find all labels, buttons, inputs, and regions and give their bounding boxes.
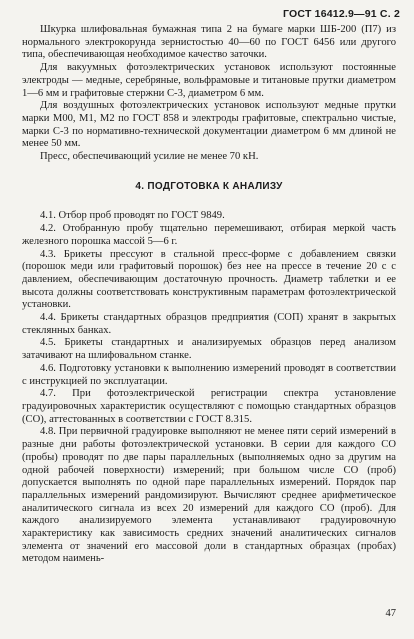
paragraph: Для вакуумных фотоэлектрических установок используют постоянные электроды — медные, серебряные, вольфрамовые и титановые прутки диаметром 1—6 мм и графитовые стержни С-3, диаметром 6 мм.: [22, 62, 396, 99]
document-body: [22, 24, 396, 566]
paragraph: 4.6. Подготовку установки к выполнению измерений проводят в соответствии с инструкцией по эксплуатации.: [22, 362, 396, 387]
paragraph: 4.1. Отбор проб проводят по ГОСТ 9849.: [40, 210, 225, 222]
page-number: 47: [385, 608, 396, 619]
paragraph: 4.8. При первичной градуировке выполняют не менее пяти серий измерений в разные дни работы фотоэлектрической установки. В серии для каждого СО (пробы) проводят по две пары параллельных (выполняемых одно за другим на одной рабочей поверхности) измерений; при большом числе СО (проб) допускается выполнять по одной паре параллельных измерений. Порядок пар параллельных измерений рандомизируют. Вычисляют среднее арифметическое аналитического сигнала из всех 20 измерений для каждого СО (проб). Для каждого анализируемого элемента устанавливают градуировочную характеристику как зависимость средних значений аналитических сигналов элемента от значений его массовой доли в стандартных образцах (пробах) методом наимень-: [22, 426, 396, 565]
paragraph: 4.7. При фотоэлектрической регистрации спектра установление градуировочных характеристик осуществляют с помощью стандартных образцов (СО), аттестованных в соответствии с ГОСТ 8.315.: [22, 388, 396, 425]
paragraph: 4.5. Брикеты стандартных и анализируемых образцов перед анализом затачивают на шлифовальном станке.: [22, 337, 396, 362]
paragraph: 4.3. Брикеты прессуют в стальной пресс-форме с добавлением связки (порошок меди или графитовый порошок) без нее на прессе в течение 20 с с давлением, обеспечивающим достаточную прочность. Диаметр таблетки и ее высота должны соответствовать конструктивным параметрам фотоэлектрической установки.: [22, 248, 396, 311]
paragraph: Пресс, обеспечивающий усилие не менее 70 кН.: [40, 151, 259, 163]
section-heading: 4. ПОДГОТОВКА К АНАЛИЗУ: [135, 180, 283, 192]
paragraph: Шкурка шлифовальная бумажная типа 2 на бумаге марки ШБ-200 (П7) из нормального электрокорунда зернистостью 40—60 по ГОСТ 6456 или другого типа, обеспечивающая необходимое качество заточки.: [22, 24, 396, 61]
paragraph: 4.4. Брикеты стандартных образцов предприятия (СОП) хранят в закрытых стеклянных банках.: [22, 312, 396, 336]
page-header: ГОСТ 16412.9—91 С. 2: [283, 8, 400, 20]
paragraph: Для воздушных фотоэлектрических установок используют медные прутки марки М00, М1, М2 по ГОСТ 858 и электроды графитовые, спектрально чистые, марки С-3 по нормативно-технической документации диаметром 6 мм длиной не менее 50 мм.: [22, 100, 396, 150]
paragraph: 4.2. Отобранную пробу тщательно перемешивают, отбирая меркой часть железного порошка массой 5—6 г.: [22, 223, 396, 247]
